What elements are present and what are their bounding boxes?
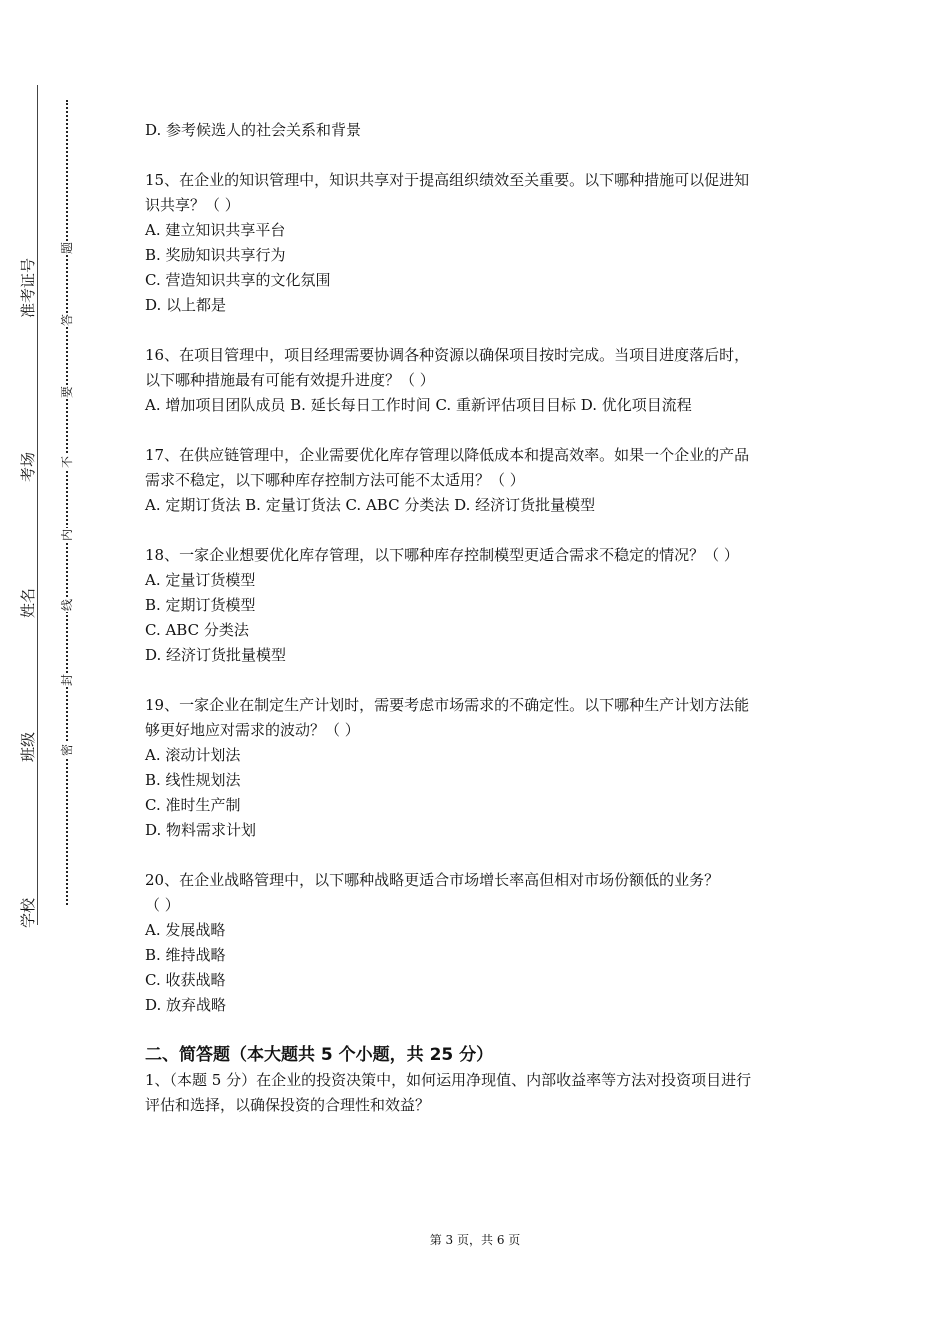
class-label: 班级 <box>19 731 37 762</box>
exam-id-label: 准考证号 <box>19 257 37 318</box>
q15-text: 识共享？（ ） <box>145 196 240 214</box>
q15-option: A. 建立知识共享平台 <box>145 221 286 239</box>
page-footer: 第 3 页，共 6 页 <box>429 1233 521 1247</box>
q17-options: A. 定期订货法 B. 定量订货法 C. ABC 分类法 D. 经济订货批量模型 <box>145 496 596 514</box>
q16-text: 以下哪种措施最有可能有效提升进度？（ ） <box>145 371 435 389</box>
exam-room-label: 考场 <box>19 451 37 482</box>
seal-char: 封 <box>60 674 74 687</box>
q18-text: 18、一家企业想要优化库存管理，以下哪种库存控制模型更适合需求不稳定的情况？（ ） <box>145 546 739 564</box>
seal-char: 答 <box>60 314 74 327</box>
short-answer-q1: 1、（本题 5 分）在企业的投资决策中，如何运用净现值、内部收益率等方法对投资项目进行 <box>145 1071 752 1089</box>
q19-option: B. 线性规划法 <box>145 771 241 789</box>
q20-text: （ ） <box>145 896 180 914</box>
q20-option: B. 维持战略 <box>145 946 226 964</box>
fill-line <box>37 85 38 925</box>
q18-option: D. 经济订货批量模型 <box>145 646 287 664</box>
q19-text: 够更好地应对需求的波动？（ ） <box>145 721 360 739</box>
q18-option: A. 定量订货模型 <box>145 571 256 589</box>
q15-text: 15、在企业的知识管理中，知识共享对于提高组织绩效至关重要。以下哪种措施可以促进知 <box>145 171 750 189</box>
q18-option: C. ABC 分类法 <box>145 621 249 639</box>
q19-text: 19、一家企业在制定生产计划时，需要考虑市场需求的不确定性。以下哪种生产计划方法能 <box>145 696 750 714</box>
q15-option: D. 以上都是 <box>145 296 227 314</box>
seal-char: 要 <box>60 386 74 399</box>
section-heading: 二、简答题（本大题共 5 个小题，共 25 分） <box>145 1045 494 1065</box>
q20-option: A. 发展战略 <box>145 921 226 939</box>
q20-option: C. 收获战略 <box>145 971 226 989</box>
q17-text: 需求不稳定，以下哪种库存控制方法可能不太适用？（ ） <box>145 471 525 489</box>
q15-option: B. 奖励知识共享行为 <box>145 246 286 264</box>
seal-char: 不 <box>60 456 74 469</box>
seal-dotted-line <box>66 100 68 905</box>
q19-option: A. 滚动计划法 <box>145 746 241 764</box>
seal-char: 题 <box>60 242 74 255</box>
seal-char: 线 <box>60 599 74 612</box>
q16-options: A. 增加项目团队成员 B. 延长每日工作时间 C. 重新评估项目目标 D. 优化项目流程 <box>145 396 692 414</box>
school-label: 学校 <box>19 897 37 928</box>
seal-char: 内 <box>60 529 74 542</box>
q17-text: 17、在供应链管理中，企业需要优化库存管理以降低成本和提高效率。如果一个企业的产品 <box>145 446 750 464</box>
q14-option-d: D. 参考候选人的社会关系和背景 <box>145 121 362 139</box>
q20-option: D. 放弃战略 <box>145 996 227 1014</box>
q18-option: B. 定期订货模型 <box>145 596 256 614</box>
q20-text: 20、在企业战略管理中，以下哪种战略更适合市场增长率高但相对市场份额低的业务？ <box>145 871 720 889</box>
q16-text: 16、在项目管理中，项目经理需要协调各种资源以确保项目按时完成。当项目进度落后时， <box>145 346 750 364</box>
short-answer-q1: 评估和选择，以确保投资的合理性和效益？ <box>145 1096 431 1114</box>
name-label: 姓名 <box>19 587 37 618</box>
q19-option: D. 物料需求计划 <box>145 821 257 839</box>
q19-option: C. 准时生产制 <box>145 796 241 814</box>
exam-content <box>145 118 825 1118</box>
q15-option: C. 营造知识共享的文化氛围 <box>145 271 331 289</box>
seal-char: 密 <box>60 744 74 757</box>
